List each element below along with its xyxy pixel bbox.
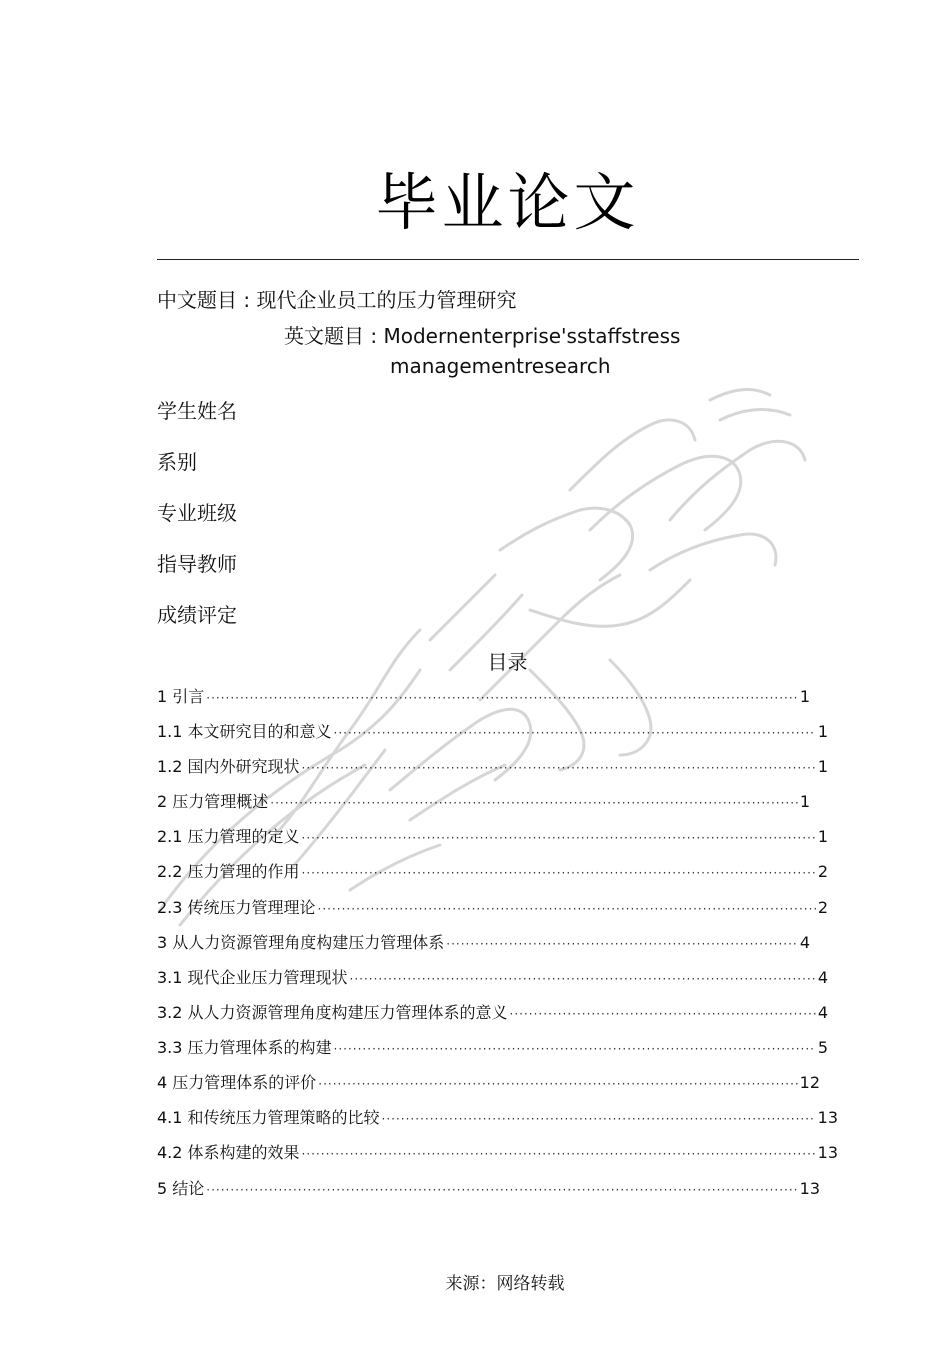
toc-entry-label: 1 引言 [157,687,205,706]
toc-leader-dots [302,866,816,880]
toc-leader-dots [302,761,816,775]
toc-heading: 目录 [487,650,528,674]
toc-entry-page: 1 [817,757,828,776]
toc-leader-dots [302,1147,816,1161]
toc-leader-dots [318,1077,797,1091]
toc-leader-dots [334,1042,816,1056]
toc-entry[interactable] [157,965,828,987]
english-title-line-1: 英文题目 : Modernenterprise'sstaffstress [284,324,681,348]
toc-entry[interactable] [157,930,810,952]
title-divider [157,259,859,260]
toc-entry[interactable] [157,789,810,811]
toc-entry[interactable] [157,1000,828,1022]
toc-entry-page: 5 [817,1038,828,1057]
toc-leader-dots [318,902,816,916]
toc-leader-dots [446,937,798,951]
toc-entry-label: 5 结论 [157,1179,205,1198]
toc-entry-label: 3 从人力资源管理角度构建压力管理体系 [157,933,445,952]
toc-entry-label: 3.1 现代企业压力管理现状 [157,968,348,987]
toc-entry-page: 2 [817,898,828,917]
toc-entry-label: 3.2 从人力资源管理角度构建压力管理体系的意义 [157,1003,508,1022]
toc-leader-dots [302,831,816,845]
toc-entry[interactable] [157,1105,838,1127]
toc-entry-page: 13 [799,1179,820,1198]
toc-entry-label: 2.2 压力管理的作用 [157,862,300,881]
toc-entry-label: 3.3 压力管理体系的构建 [157,1038,332,1057]
english-title-line-2: managementresearch [390,354,611,378]
toc-entry[interactable] [157,1070,820,1092]
source-footer: 来源：网络转载 [445,1274,565,1294]
toc-entry-page: 12 [799,1073,820,1092]
chinese-title: 中文题目 : 现代企业员工的压力管理研究 [157,288,517,312]
toc-entry[interactable] [157,1176,820,1198]
toc-entry-page: 13 [817,1108,838,1127]
toc-entry-page: 1 [817,827,828,846]
toc-leader-dots [382,1112,816,1126]
info-field-class: 专业班级 [157,501,237,525]
toc-entry-page: 13 [817,1143,838,1162]
toc-entry-page: 4 [799,933,810,952]
toc-entry-page: 1 [799,792,810,811]
toc-entry-page: 4 [817,968,828,987]
toc-entry[interactable] [157,895,828,917]
toc-entry-label: 1.1 本文研究目的和意义 [157,722,332,741]
toc-leader-dots [206,1183,797,1197]
toc-leader-dots [350,972,816,986]
toc-entry-page: 2 [817,862,828,881]
info-field-department: 系别 [157,450,197,474]
toc-entry-label: 2 压力管理概述 [157,792,269,811]
toc-entry-label: 4.2 体系构建的效果 [157,1143,300,1162]
toc-entry-label: 4 压力管理体系的评价 [157,1073,317,1092]
toc-entry-page: 1 [817,722,828,741]
info-field-grade: 成绩评定 [157,603,237,627]
thesis-main-title: 毕业论文 [375,166,640,239]
toc-entry[interactable] [157,1035,828,1057]
toc-entry[interactable] [157,684,810,706]
toc-entry-label: 2.1 压力管理的定义 [157,827,300,846]
toc-entry[interactable] [157,719,828,741]
toc-entry-page: 4 [817,1003,828,1022]
info-field-advisor: 指导教师 [157,552,237,576]
toc-leader-dots [270,796,798,810]
info-field-student-name: 学生姓名 [157,399,237,423]
toc-leader-dots [206,691,798,705]
toc-entry[interactable] [157,859,828,881]
toc-entry-page: 1 [799,687,810,706]
toc-entry[interactable] [157,1140,838,1162]
toc-entry-label: 4.1 和传统压力管理策略的比较 [157,1108,380,1127]
toc-leader-dots [334,726,816,740]
toc-leader-dots [510,1007,816,1021]
toc-entry-label: 2.3 传统压力管理理论 [157,898,316,917]
toc-entry[interactable] [157,754,828,776]
toc-entry-label: 1.2 国内外研究现状 [157,757,300,776]
toc-entry[interactable] [157,824,828,846]
